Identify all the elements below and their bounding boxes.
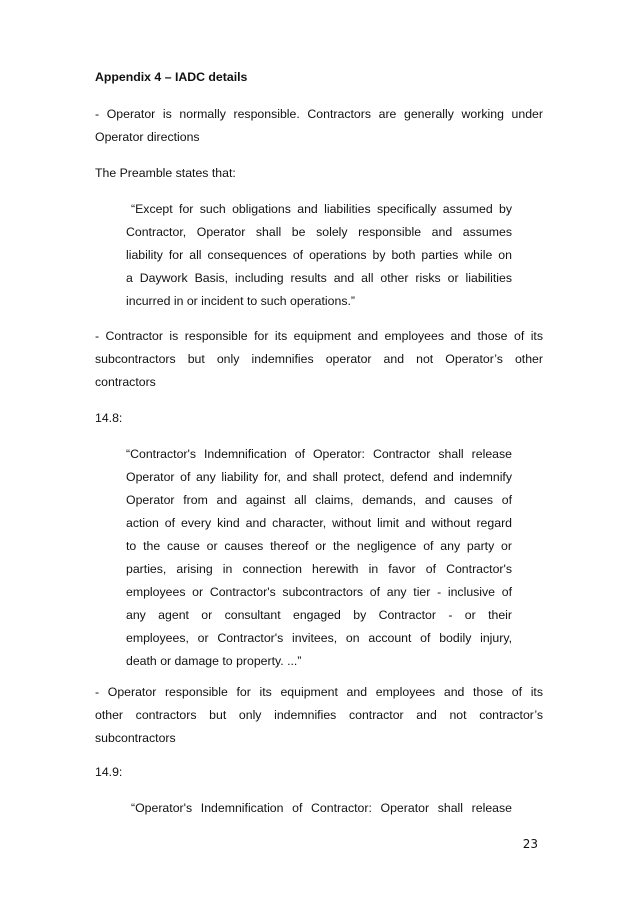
paragraph-operator-responsible [95, 103, 543, 149]
paragraph-operator-equipment [95, 681, 543, 750]
text-line: parties, arising in connection herewith in favor of Contractor's [126, 562, 512, 576]
text-line: to the cause or causes thereof or the negligence of any party or [126, 539, 512, 553]
text-line: subcontractors but only indemnifies operator and not Operator’s other [95, 352, 543, 366]
text-line: other contractors but only indemnifies contractor and not contractor’s [95, 708, 543, 722]
text-line: - Contractor is responsible for its equipment and employees and those of its [95, 329, 543, 343]
text-line: Contractor, Operator shall be solely responsible and assumes [126, 225, 512, 239]
quote-contractor-indemnification [126, 443, 512, 673]
quote-operator-indemnification [126, 797, 512, 820]
paragraph-contractor-responsible [95, 325, 543, 394]
text-line: any agent or consultant engaged by Contractor - or their [126, 608, 512, 622]
quote-preamble [126, 198, 512, 313]
text-line: incurred in or incident to such operations.” [126, 294, 355, 308]
text-line: a Daywork Basis, including results and all other risks or liabilities [126, 271, 512, 285]
paragraph-preamble: The Preamble states that: [95, 166, 236, 180]
text-line: employees, or Contractor's invitees, on account of bodily injury, [126, 631, 512, 645]
text-line: action of every kind and character, without limit and without regard [126, 516, 512, 530]
section-14-9-label: 14.9: [95, 765, 123, 779]
text-line: - Operator responsible for its equipment and employees and those of its [95, 685, 543, 699]
text-line: liability for all consequences of operations by both parties while on [126, 248, 512, 262]
text-line: Operator of any liability for, and shall protect, defend and indemnify [126, 470, 512, 484]
appendix-heading: Appendix 4 – IADC details [95, 70, 248, 84]
text-line: “Contractor's Indemnification of Operator: Contractor shall release [126, 447, 512, 461]
text-line: subcontractors [95, 731, 176, 745]
text-line: - Operator is normally responsible. Contractors are generally working under [95, 107, 543, 121]
text-line: contractors [95, 375, 156, 389]
text-line: death or damage to property. ...” [126, 654, 302, 668]
text-line: Operator directions [95, 130, 200, 144]
text-line: “Except for such obligations and liabilities specifically assumed by [131, 202, 512, 216]
page-number: 23 [522, 837, 538, 851]
text-line: “Operator's Indemnification of Contractor: Operator shall release [131, 801, 512, 815]
text-line: employees or Contractor's subcontractors of any tier - inclusive of [126, 585, 512, 599]
text-line: Operator from and against all claims, demands, and causes of [126, 493, 512, 507]
section-14-8-label: 14.8: [95, 411, 123, 425]
